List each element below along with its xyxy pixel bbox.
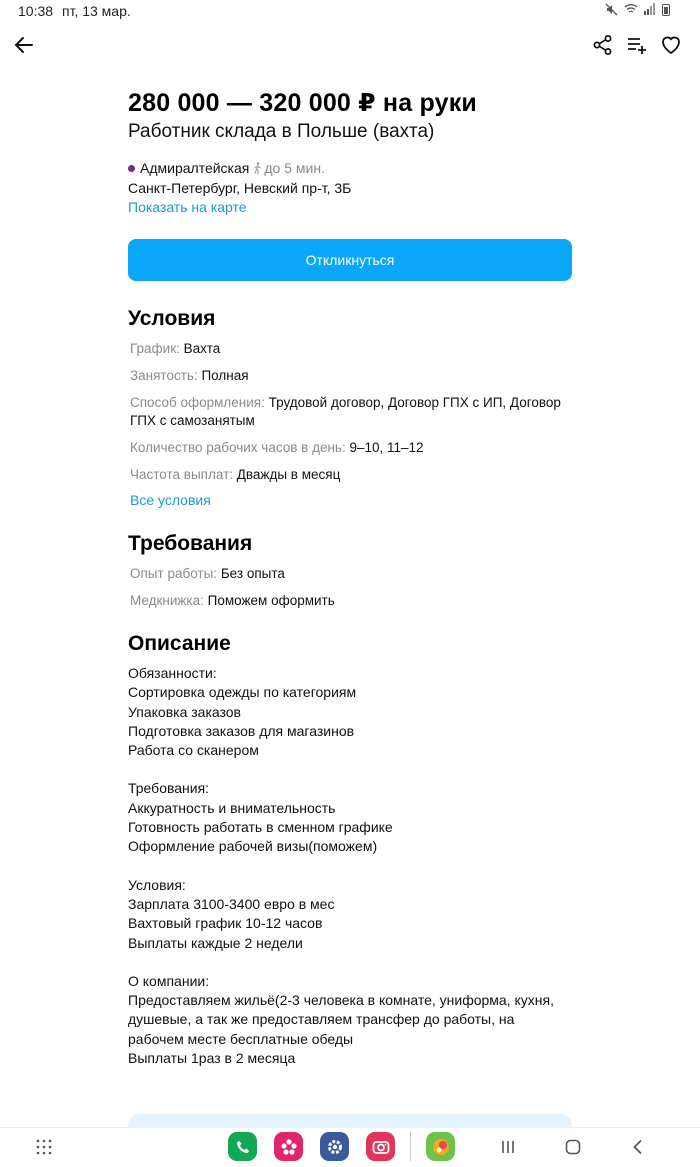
requirement-key: Опыт работы: [130, 566, 218, 581]
description-requirements: Требования: Аккуратность и внимательность Готовность работать в сменном графике Оформление рабочей визы(поможем) [128, 780, 393, 855]
app-dock [228, 1132, 455, 1161]
walk-time-text: до 5 мин. [264, 160, 325, 176]
dock-separator [410, 1132, 411, 1161]
requirements-title: Требования [128, 532, 253, 555]
requirement-value: Поможем оформить [207, 593, 335, 608]
signal-icon [644, 3, 656, 15]
back-arrow-icon[interactable] [12, 33, 36, 57]
condition-key: График: [130, 341, 180, 356]
app-bar [0, 22, 700, 68]
condition-contract-type [128, 394, 572, 430]
requirement-key: Медкнижка: [130, 593, 204, 608]
metro-info [128, 160, 572, 176]
battery-icon [662, 3, 670, 16]
share-icon[interactable] [592, 34, 614, 56]
salary-heading: 280 000 — 320 000 ₽ на руки [128, 89, 477, 117]
recent-apps-icon[interactable] [500, 1140, 516, 1159]
metro-line-dot [128, 165, 135, 172]
condition-key: Частота выплат: [130, 467, 233, 482]
address: Санкт-Петербург, Невский пр-т, 3Б [128, 180, 352, 196]
system-nav-bar [0, 1127, 700, 1167]
compare-list-icon[interactable] [626, 34, 648, 56]
condition-key: Способ оформления: [130, 395, 265, 410]
walk-time [253, 160, 325, 176]
condition-value: Дважды в месяц [236, 467, 341, 482]
gallery-app-icon[interactable] [274, 1132, 303, 1161]
home-icon[interactable] [565, 1139, 581, 1160]
mute-icon [605, 3, 618, 16]
condition-value: Полная [201, 368, 249, 383]
status-date: пт, 13 мар. [62, 3, 131, 19]
description-duties: Обязанности: Сортировка одежды по категориям Упаковка заказов Подготовка заказов для магазинов Работа со сканером [128, 665, 357, 759]
condition-value: Вахта [183, 341, 221, 356]
show-on-map-link[interactable]: Показать на карте [128, 199, 247, 215]
favorite-heart-icon[interactable] [660, 34, 682, 56]
system-icons [605, 3, 670, 16]
job-title: Работник склада в Польше (вахта) [128, 121, 435, 142]
conditions-title: Условия [128, 307, 216, 330]
walking-person-icon [253, 162, 262, 174]
metro-station: Адмиралтейская [140, 160, 250, 176]
nav-back-icon[interactable] [632, 1139, 644, 1160]
condition-pay-frequency [128, 466, 572, 484]
vacancy-content [128, 88, 572, 1068]
condition-value: 9–10, 11–12 [349, 440, 424, 455]
condition-employment [128, 367, 572, 385]
requirement-experience [128, 565, 572, 583]
requirement-value: Без опыта [220, 566, 285, 581]
status-bar [0, 0, 700, 22]
condition-schedule [128, 340, 572, 358]
description-title: Описание [128, 632, 231, 655]
requirement-medical-book [128, 592, 572, 610]
settings-app-icon[interactable] [320, 1132, 349, 1161]
condition-key: Занятость: [130, 368, 198, 383]
wifi-icon [624, 3, 638, 15]
phone-app-icon[interactable] [228, 1132, 257, 1161]
condition-work-hours [128, 439, 572, 457]
condition-key: Количество рабочих часов в день: [130, 440, 346, 455]
apply-button[interactable]: Откликнуться [128, 239, 572, 281]
description-conditions: Условия: Зарплата 3100-3400 евро в мес Вахтовый график 10-12 часов Выплаты каждые 2 недели [128, 876, 335, 951]
app-drawer-icon[interactable] [36, 1139, 52, 1155]
condition-value: Трудовой договор, Договор ГПХ с ИП, Договор ГПХ с самозанятым [130, 395, 561, 428]
all-conditions-link[interactable]: Все условия [130, 492, 211, 508]
recent-app-icon[interactable] [426, 1132, 455, 1161]
status-time: 10:38 [18, 3, 54, 19]
description-company: О компании: Предоставляем жильё(2-3 человека в комнате, униформа, кухня, душевые, а так же предоставляем трансфер до работы, на рабочем месте бесплатные обеды Выплаты 1раз в 2 месяца [128, 972, 554, 1067]
camera-app-icon[interactable] [366, 1132, 395, 1161]
